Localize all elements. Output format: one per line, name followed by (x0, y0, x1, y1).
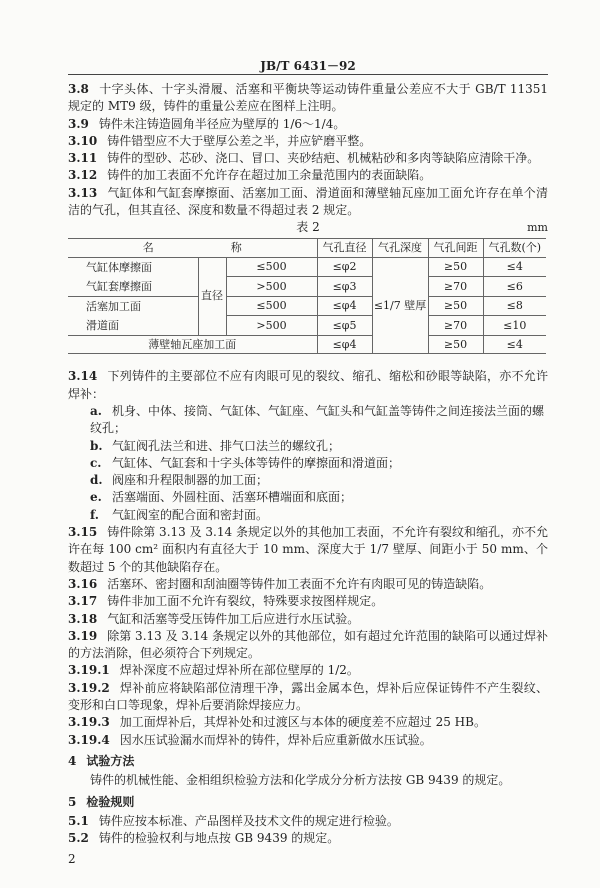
header-name: 名 称 (68, 239, 317, 258)
spacing-cell: ≥70 (428, 316, 483, 336)
size-cell: ≤500 (226, 257, 317, 277)
name-cell: 薄壁轴瓦座加工面 (68, 335, 317, 354)
table-row (68, 296, 546, 316)
table-caption-text: 表 2 (296, 220, 320, 235)
page-number: 2 (68, 852, 76, 867)
size-cell: ≤500 (226, 296, 317, 316)
diameter-cell: ≤φ5 (317, 316, 372, 336)
list-item: b. 气缸阀孔法兰和进、排气口法兰的螺纹孔； (90, 438, 341, 453)
diameter-cell: ≤φ4 (317, 335, 372, 354)
list-item: e. 活塞端面、外圆柱面、活塞环槽端面和底面； (90, 490, 353, 505)
clause-3-14: 3.14 下列铸件的主要部位不应有肉眼可见的裂纹、缩孔、缩松和砂眼等缺陷，亦不允许焊补： (68, 369, 548, 401)
header-count: 气孔数(个) (483, 239, 546, 258)
header-rule (68, 74, 548, 75)
clause-3-12: 3.12 铸件的加工表面不允许存在超过加工余量范围内的表面缺陷。 (68, 168, 432, 183)
size-cell: >500 (226, 316, 317, 336)
clause-5-2: 5.2 铸件的检验权利与地点按 GB 9439 的规定。 (68, 831, 340, 846)
diameter-cell: ≤φ3 (317, 277, 372, 297)
list-item: c. 气缸体、气缸套和十字头体等铸件的摩擦面和滑道面； (90, 455, 401, 470)
size-cell: >500 (226, 277, 317, 297)
document-header: JB/T 6431－92 (260, 59, 356, 73)
clause-3-19-2: 3.19.2 焊补前应将缺陷部位清理干净，露出金属本色，焊补后应保证铸件不产生裂纹、变形和白口等现象，焊补后要消除焊接应力。 (68, 680, 548, 713)
group-cylinder: 气缸体摩擦面 气缸套摩擦面 (68, 257, 198, 296)
spacing-cell: ≥50 (428, 335, 483, 354)
table-header-row (68, 239, 546, 258)
group-piston: 活塞加工面 滑道面 (68, 296, 198, 335)
clause-3-13: 3.13 气缸体和气缸套摩擦面、活塞加工面、滑道面和薄壁轴瓦座加工面允许存在单个清洁的气孔，但其直径、深度和数量不得超过表 2 规定。 (68, 185, 548, 218)
diameter-label: 直径 (198, 257, 226, 335)
header-depth: 气孔深度 (372, 239, 428, 258)
count-cell: ≤8 (483, 296, 546, 316)
clause-3-19: 3.19 除第 3.13 及 3.14 条规定以外的其他部位，如有超过允许范围的缺陷可以通过焊补的方法消除，但必须符合下列规定。 (68, 628, 548, 661)
count-cell: ≤4 (483, 335, 546, 354)
clause-3-10: 3.10 铸件错型应不大于壁厚公差之半，并应铲磨平整。 (68, 133, 372, 148)
section-4-heading: 4 试验方法 (68, 753, 135, 768)
clause-3-19-1: 3.19.1 焊补深度不应超过焊补所在部位壁厚的 1/2。 (68, 663, 359, 678)
list-item: a. 机身、中体、接筒、气缸体、气缸座、气缸头和气缸盖等铸件之间连接法兰面的螺纹孔； (90, 403, 545, 436)
clause-3-17: 3.17 铸件非加工面不允许有裂纹，特殊要求按图样规定。 (68, 594, 384, 609)
table-caption (68, 219, 548, 236)
page-body (68, 81, 548, 868)
table-row (68, 257, 546, 277)
count-cell: ≤10 (483, 316, 546, 336)
diameter-cell: ≤φ2 (317, 257, 372, 277)
spacing-cell: ≥70 (428, 277, 483, 297)
clause-3-18: 3.18 气缸和活塞等受压铸件加工后应进行水压试验。 (68, 611, 360, 626)
clause-3-19-4: 3.19.4 因水压试验漏水而焊补的铸件，焊补后应重新做水压试验。 (68, 732, 432, 747)
section-4-text: 铸件的机械性能、金相组织检验方法和化学成分分析方法按 GB 9439 的规定。 (90, 773, 511, 788)
clause-5-1: 5.1 铸件应按本标准、产品图样及技术文件的规定进行检验。 (68, 813, 399, 828)
clause-3-15: 3.15 铸件除第 3.13 及 3.14 条规定以外的其他加工表面，不允许有裂纹和缩孔，亦不允许在每 100 cm² 面积内有直径大于 10 mm、深度大于 1/7 壁厚、间距小于 50 mm、个数超过 5 个的其他缺陷存在。 (68, 525, 548, 574)
clause-3-8: 3.8 十字头体、十字头滑履、活塞和平衡块等运动铸件重量公差应不大于 GB/T 11351 规定的 MT9 级，铸件的重量公差应在图样上注明。 (68, 82, 548, 114)
header-spacing: 气孔间距 (428, 239, 483, 258)
count-cell: ≤6 (483, 277, 546, 297)
clause-3-16: 3.16 活塞环、密封圈和刮油圈等铸件加工表面不允许有肉眼可见的铸造缺陷。 (68, 576, 492, 591)
depth-cell: ≤1/7 壁厚 (372, 257, 428, 354)
spacing-cell: ≥50 (428, 296, 483, 316)
spacing-cell: ≥50 (428, 257, 483, 277)
clause-3-11: 3.11 铸件的型砂、芯砂、浇口、冒口、夹砂结疤、机械粘砂和多肉等缺陷应清除干净。 (68, 151, 540, 166)
porosity-table (68, 238, 546, 354)
list-item: d. 阀座和升程限制器的加工面； (90, 473, 269, 488)
count-cell: ≤4 (483, 257, 546, 277)
header-diameter: 气孔直径 (317, 239, 372, 258)
diameter-cell: ≤φ4 (317, 296, 372, 316)
table-row (68, 335, 546, 354)
table-unit: mm (527, 221, 548, 235)
clause-3-19-3: 3.19.3 加工面焊补后，其焊补处和过渡区与本体的硬度差不应超过 25 HB。 (68, 715, 486, 730)
clause-3-9: 3.9 铸件未注铸造圆角半径应为壁厚的 1/6～1/4。 (68, 116, 346, 131)
list-item: f. 气缸阀室的配合面和密封面。 (90, 507, 269, 522)
section-5-heading: 5 检验规则 (68, 794, 135, 809)
